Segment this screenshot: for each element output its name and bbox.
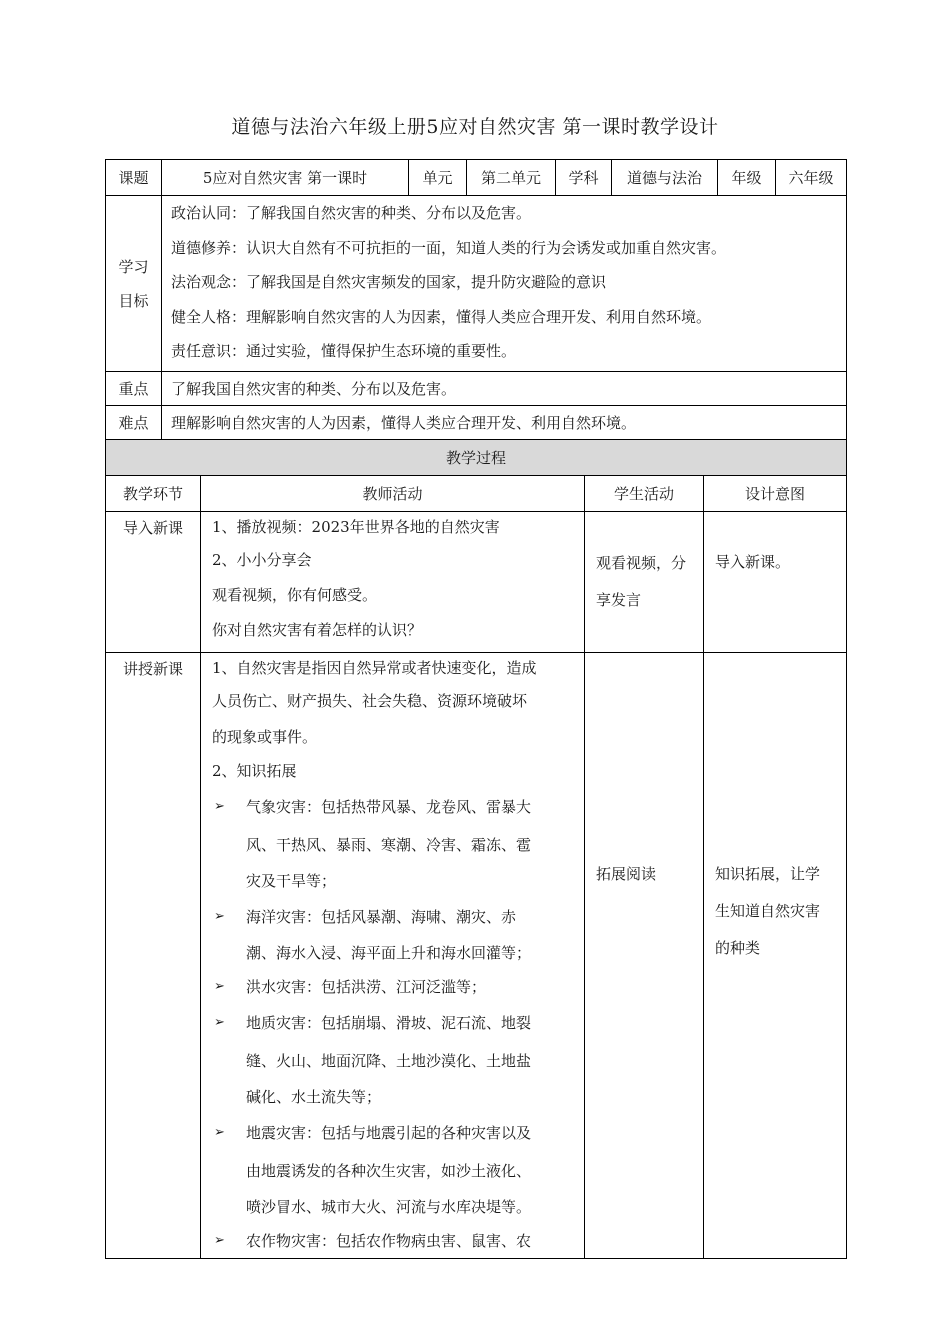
goal-item: 责任意识：通过实验，懂得保护生态环境的重要性。 xyxy=(171,342,517,361)
goal-item: 政治认同：了解我国自然灾害的种类、分布以及危害。 xyxy=(171,204,532,222)
goals-label xyxy=(106,196,162,372)
arrow-bullet-icon: ➢ xyxy=(214,799,225,815)
teacher-line: 的现象或事件。 xyxy=(212,727,318,746)
topic-label: 课题 xyxy=(106,160,162,196)
teacher-line: 1、自然灾害是指因自然异常或者快速变化，造成 xyxy=(212,659,537,677)
lecture-teacher xyxy=(201,653,585,1259)
difficulty-label: 难点 xyxy=(106,406,162,440)
intent-line: 导入新课。 xyxy=(715,553,791,571)
lecture-stage xyxy=(106,653,201,1259)
intro-stage-label: 导入新课 xyxy=(122,519,183,537)
intent-line: 知识拓展，让学 xyxy=(715,865,821,883)
header-stage: 教学环节 xyxy=(106,476,201,512)
bullet-line: 海洋灾害：包括风暴潮、海啸、潮灾、赤 xyxy=(246,908,517,927)
header-intent: 设计意图 xyxy=(704,476,847,512)
unit-value: 第二单元 xyxy=(467,160,556,196)
process-title: 教学过程 xyxy=(106,440,847,476)
intent-line: 生知道自然灾害 xyxy=(715,902,821,920)
grade-label: 年级 xyxy=(718,160,776,196)
bullet-line: 缝、火山、地面沉降、土地沙漠化、土地盐 xyxy=(246,1052,532,1071)
bullet-line: 气象灾害：包括热带风暴、龙卷风、雷暴大 xyxy=(246,798,532,817)
lesson-info-table xyxy=(105,159,847,440)
bullet-line: 地震灾害：包括与地震引起的各种灾害以及 xyxy=(246,1124,532,1143)
intent-line: 的种类 xyxy=(715,939,761,957)
intro-intent xyxy=(704,512,847,653)
teacher-line: 你对自然灾害有着怎样的认识？ xyxy=(212,621,423,639)
unit-label: 单元 xyxy=(409,160,467,196)
arrow-bullet-icon: ➢ xyxy=(214,1015,225,1031)
intro-student xyxy=(585,512,704,653)
bullet-line: 碱化、水土流失等； xyxy=(246,1088,382,1107)
bullet-line: 喷沙冒水、城市大火、河流与水库决堤等。 xyxy=(246,1198,532,1217)
goal-item: 健全人格：理解影响自然灾害的人为因素，懂得人类应合理开发、利用自然环境。 xyxy=(171,307,712,326)
header-teacher: 教师活动 xyxy=(201,476,585,512)
header-student: 学生活动 xyxy=(585,476,704,512)
student-line: 观看视频，分 xyxy=(596,554,687,572)
teacher-line: 人员伤亡、财产损失、社会失稳、资源环境破坏 xyxy=(212,692,528,710)
teacher-line: 观看视频，你有何感受。 xyxy=(212,586,378,604)
bullet-line: 农作物灾害：包括农作物病虫害、鼠害、农 xyxy=(246,1232,532,1251)
teacher-line: 2、小小分享会 xyxy=(212,551,312,569)
bullet-line: 由地震诱发的各种次生灾害，如沙土液化、 xyxy=(246,1162,532,1181)
bullet-line: 潮、海水入浸、海平面上升和海水回灌等； xyxy=(246,944,532,963)
lecture-stage-label: 讲授新课 xyxy=(122,660,183,678)
goals-label-line: 学习 xyxy=(118,257,149,276)
subject-value: 道德与法治 xyxy=(612,160,718,196)
bullet-item xyxy=(212,788,580,898)
teacher-line: 1、播放视频：2023年世界各地的自然灾害 xyxy=(212,518,500,536)
topic-value: 5应对自然灾害 第一课时 xyxy=(162,160,409,196)
goal-item: 道德修养：认识大自然有不可抗拒的一面，知道人类的行为会诱发或加重自然灾害。 xyxy=(171,238,727,257)
bullet-line: 地质灾害：包括崩塌、滑坡、泥石流、地裂 xyxy=(246,1014,532,1033)
lecture-student xyxy=(585,653,704,1259)
arrow-bullet-icon: ➢ xyxy=(214,1125,225,1141)
bullet-item xyxy=(212,898,580,970)
bullet-item xyxy=(212,1004,580,1114)
bullet-item xyxy=(212,1114,580,1224)
lecture-intent xyxy=(704,653,847,1259)
bullet-line: 风、干热风、暴雨、寒潮、冷害、霜冻、雹 xyxy=(246,836,532,855)
key-point-label: 重点 xyxy=(106,372,162,406)
bullet-item xyxy=(212,970,580,1004)
bullet-item xyxy=(212,1224,580,1258)
goals-label-line: 目标 xyxy=(118,291,149,310)
arrow-bullet-icon: ➢ xyxy=(214,1233,225,1249)
teaching-process-table xyxy=(105,439,847,1259)
arrow-bullet-icon: ➢ xyxy=(214,909,225,925)
document-title: 道德与法治六年级上册5应对自然灾害 第一课时教学设计 xyxy=(231,116,719,138)
goal-item: 法治观念：了解我国是自然灾害频发的国家，提升防灾避险的意识 xyxy=(171,273,607,292)
key-point-value: 了解我国自然灾害的种类、分布以及危害。 xyxy=(162,372,847,406)
goals-list xyxy=(162,196,847,372)
bullet-line: 洪水灾害：包括洪涝、江河泛滥等； xyxy=(246,978,487,997)
student-line: 拓展阅读 xyxy=(596,865,657,883)
student-line: 享发言 xyxy=(596,591,642,609)
subject-label: 学科 xyxy=(556,160,612,196)
bullet-line: 灾及干旱等； xyxy=(246,872,337,891)
teacher-line: 2、知识拓展 xyxy=(212,762,297,781)
intro-teacher xyxy=(201,512,585,653)
grade-value: 六年级 xyxy=(776,160,847,196)
arrow-bullet-icon: ➢ xyxy=(214,979,225,995)
difficulty-value: 理解影响自然灾害的人为因素，懂得人类应合理开发、利用自然环境。 xyxy=(162,406,847,440)
intro-stage xyxy=(106,512,201,653)
